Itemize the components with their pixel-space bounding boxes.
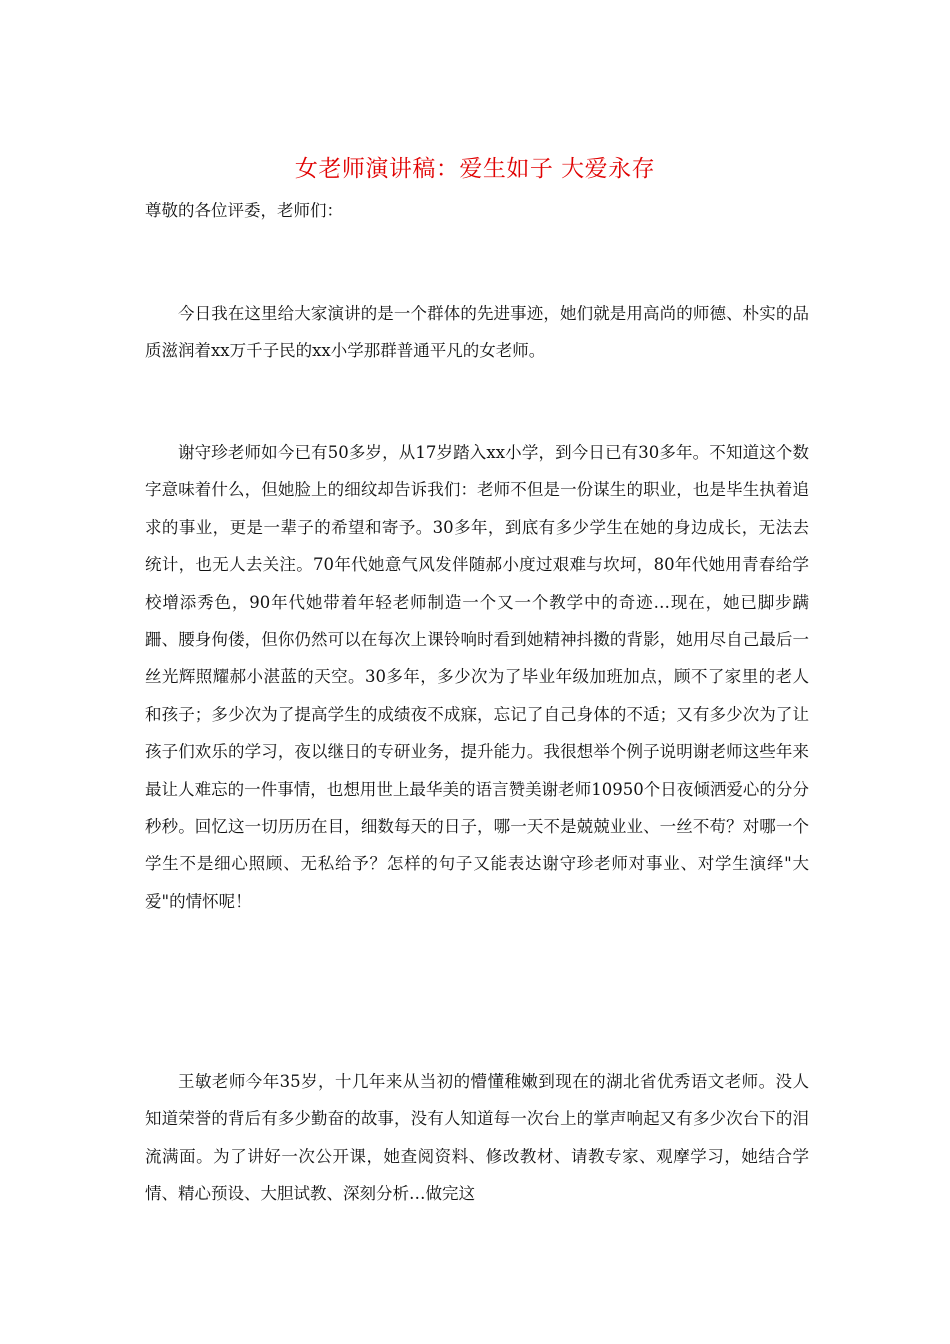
- paragraph-xie-shouzhen: 谢守珍老师如今已有50多岁，从17岁踏入xx小学，到今日已有30多年。不知道这个数字意味着什么，但她脸上的细纹却告诉我们：老师不但是一份谋生的职业，也是毕生执着追求的事业，更是一辈子的希望和寄予。30多年，到底有多少学生在她的身边成长，无法去统计，也无人去关注。70年代她意气风发伴随郝小度过艰难与坎坷，80年代她用青春给学校增添秀色，90年代她带着年轻老师制造一个又一个教学中的奇迹…现在，她已脚步蹒跚、腰身佝偻，但你仍然可以在每次上课铃响时看到她精神抖擞的背影，她用尽自己最后一丝光辉照耀郝小湛蓝的天空。30多年，多少次为了毕业年级加班加点，顾不了家里的老人和孩子；多少次为了提高学生的成绩夜不成寐，忘记了自己身体的不适；又有多少次为了让孩子们欢乐的学习，夜以继日的专研业务，提升能力。我很想举个例子说明谢老师这些年来最让人难忘的一件事情，也想用世上最华美的语言赞美谢老师10950个日夜倾洒爱心的分分秒秒。回忆这一切历历在目，细数每天的日子，哪一天不是兢兢业业、一丝不苟？对哪一个学生不是细心照顾、无私给予？怎样的句子又能表达谢守珍老师对事业、对学生演绎"大爱"的情怀呢！: [145, 443, 809, 911]
- document-title: 女老师演讲稿：爱生如子 大爱永存: [294, 156, 656, 182]
- paragraph-intro: 今日我在这里给大家演讲的是一个群体的先进事迹，她们就是用高尚的师德、朴实的品质滋润着xx万千子民的xx小学那群普通平凡的女老师。: [145, 304, 809, 361]
- salutation: 尊敬的各位评委，老师们：: [145, 201, 343, 220]
- paragraph-wang-min: 王敏老师今年35岁，十几年来从当初的懵懂稚嫩到现在的湖北省优秀语文老师。没人知道荣誉的背后有多少勤奋的故事，没有人知道每一次台上的掌声响起又有多少次台下的泪流满面。为了讲好一次公开课，她查阅资料、修改教材、请教专家、观摩学习，她结合学情、精心预设、大胆试教、深刻分析…做完这: [145, 1072, 809, 1204]
